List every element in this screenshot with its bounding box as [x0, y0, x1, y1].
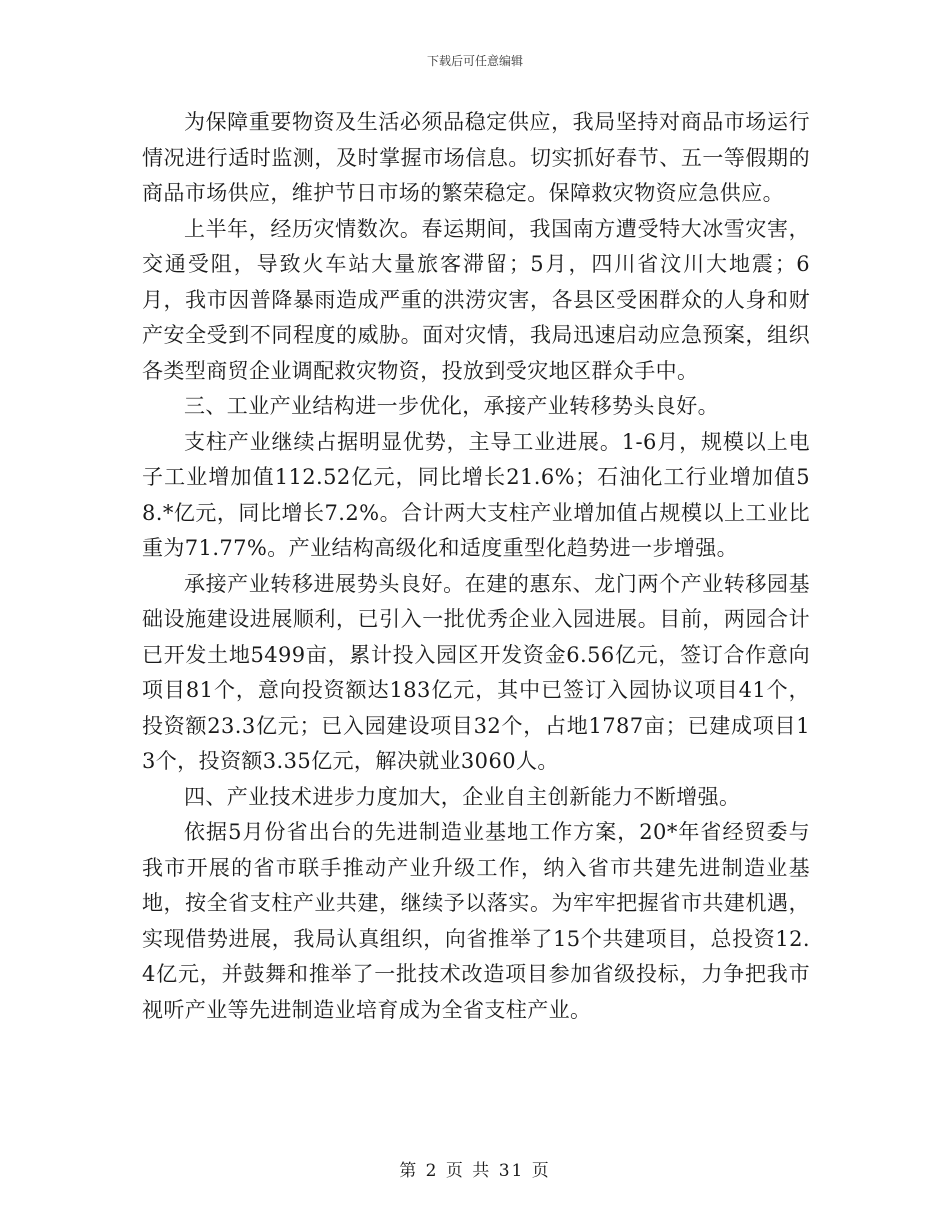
paragraph: 承接产业转移进展势头良好。在建的惠东、龙门两个产业转移园基础设施建设进展顺利，已引入一批优秀企业入园进展。目前，两园合计已开发土地5499亩，累计投入园区开发资金6.56亿元，签订合作意向项目81个，意向投资额达183亿元，其中已签订入园协议项目41个，投资额23.3亿元；已入园建设项目32个，占地1787亩；已建成项目13个，投资额3.35亿元，解决就业3060人。 [142, 571, 810, 773]
paragraph: 为保障重要物资及生活必须品稳定供应，我局坚持对商品市场运行情况进行适时监测，及时掌握市场信息。切实抓好春节、五一等假期的商品市场供应，维护节日市场的繁荣稳定。保障救灾物资应急供应。 [142, 110, 810, 205]
document-body [142, 105, 810, 1028]
paragraph: 上半年，经历灾情数次。春运期间，我国南方遭受特大冰雪灾害，交通受阻，导致火车站大量旅客滞留；5月，四川省汶川大地震；6月，我市因普降暴雨造成严重的洪涝灾害，各县区受困群众的人身和财产安全受到不同程度的威胁。面对灾情，我局迅速启动应急预案，组织各类型商贸企业调配救灾物资，投放到受灾地区群众手中。 [142, 216, 810, 383]
paragraph: 支柱产业继续占据明显优势，主导工业进展。1-6月，规模以上电子工业增加值112.52亿元，同比增长21.6%；石油化工行业增加值58.*亿元，同比增长7.2%。合计两大支柱产业增加值占规模以上工业比重为71.77%。产业结构高级化和适度重型化趋势进一步增强。 [142, 429, 810, 560]
paragraph: 依据5月份省出台的先进制造业基地工作方案，20*年省经贸委与我市开展的省市联手推动产业升级工作，纳入省市共建先进制造业基地，按全省支柱产业共建，继续予以落实。为牢牢把握省市共建机遇，实现借势进展，我局认真组织，向省推举了15个共建项目，总投资12.4亿元，并鼓舞和推举了一批技术改造项目参加省级投标，力争把我市视听产业等先进制造业培育成为全省支柱产业。 [142, 820, 810, 1022]
header-note: 下载后可任意编辑 [426, 54, 523, 68]
page-number-footer: 第 2 页 共 31 页 [399, 1161, 551, 1181]
section-heading: 四、产业技术进步力度加大，企业自主创新能力不断增强。 [184, 784, 741, 809]
section-heading: 三、工业产业结构进一步优化，承接产业转移势头良好。 [184, 394, 719, 418]
